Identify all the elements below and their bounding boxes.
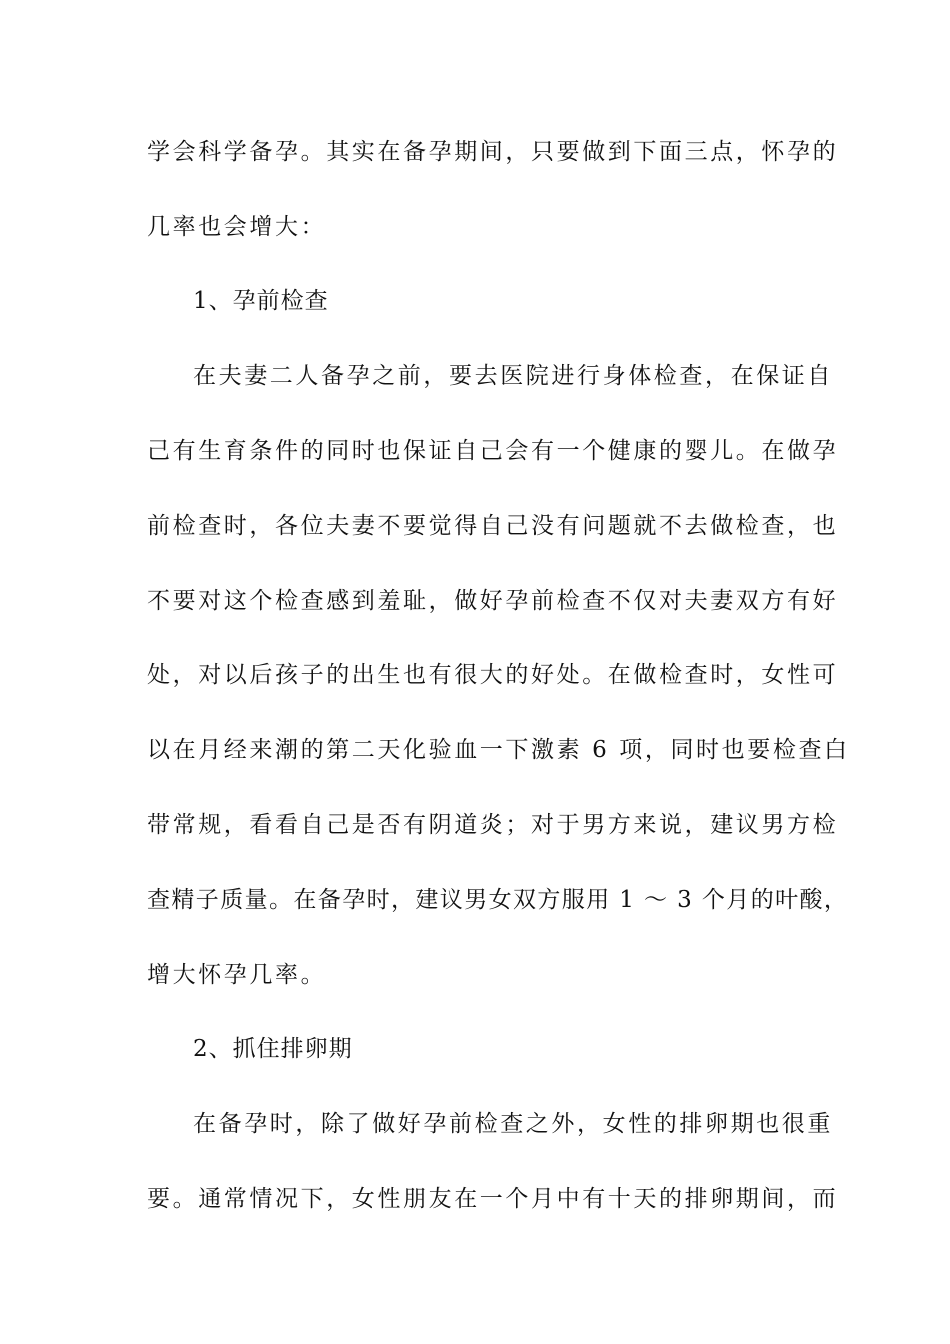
text-line: 在备孕时，除了做好孕前检查之外，女性的排卵期也很重 [193, 1111, 833, 1137]
text-line: 处，对以后孩子的出生也有很大的好处。在做检查时，女性可 [147, 662, 839, 688]
text-line: 要。通常情况下，女性朋友在一个月中有十天的排卵期间，而 [147, 1186, 839, 1212]
text-line: 学会科学备孕。其实在备孕期间，只要做到下面三点，怀孕的 [147, 139, 839, 165]
text-line: 几率也会增大： [147, 214, 327, 240]
text-line: 查精子质量。在备孕时，建议男女双方服用 1 ～ 3 个月的叶酸， [147, 887, 849, 913]
text-line: 带常规，看看自己是否有阴道炎；对于男方来说，建议男方检 [147, 812, 839, 838]
text-line: 前检查时，各位夫妻不要觉得自己没有问题就不去做检查，也 [147, 513, 839, 539]
section-heading-2: 2、抓住排卵期 [193, 1036, 353, 1062]
text-line: 在夫妻二人备孕之前，要去医院进行身体检查，在保证自 [193, 363, 833, 389]
text-line: 增大怀孕几率。 [147, 962, 327, 988]
text-line: 不要对这个检查感到羞耻，做好孕前检查不仅对夫妻双方有好 [147, 588, 839, 614]
text-line: 以在月经来潮的第二天化验血一下激素 6 项，同时也要检查白 [147, 737, 850, 763]
text-line: 己有生育条件的同时也保证自己会有一个健康的婴儿。在做孕 [147, 438, 839, 464]
section-heading-1: 1、孕前检查 [193, 288, 329, 314]
